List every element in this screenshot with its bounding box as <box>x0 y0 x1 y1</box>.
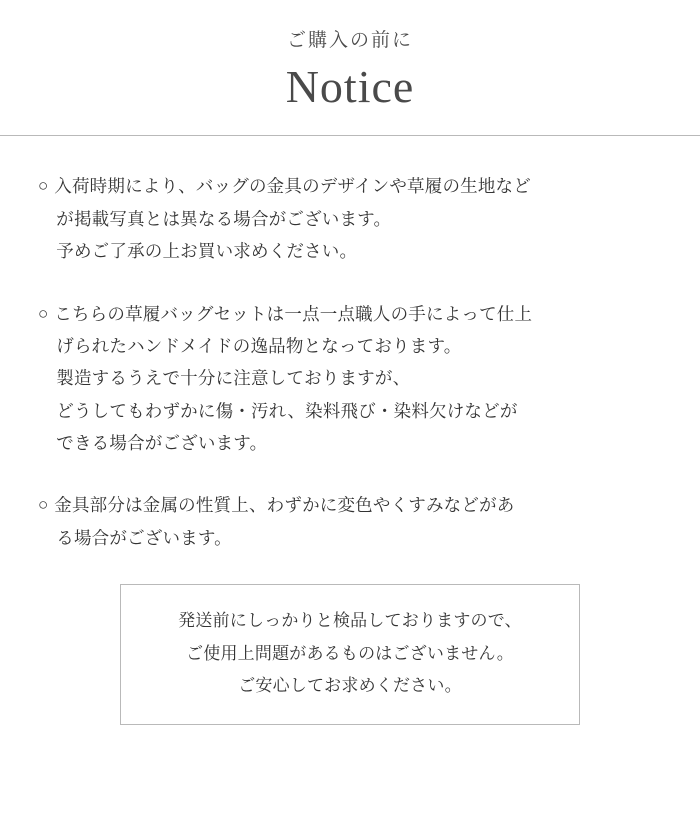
note-line: 製造するうえで十分に注意しておりますが、 <box>56 368 411 389</box>
page-subtitle: ご購入の前に <box>286 30 413 51</box>
note-line: げられたハンドメイドの逸品物となっております。 <box>56 335 462 356</box>
note-line: が掲載写真とは異なる場合がございます。 <box>56 208 392 229</box>
callout-line: ご使用上問題があるものはございません。 <box>186 643 514 663</box>
note-line: 予めご了承の上お買い求めください。 <box>56 241 358 262</box>
note-bullet-icon: ○ <box>38 303 49 323</box>
note-bullet-icon: ○ <box>38 176 49 196</box>
callout-line: 発送前にしっかりと検品しておりますので、 <box>178 611 522 631</box>
note-line: できる場合がございます。 <box>56 433 268 454</box>
callout-section <box>0 584 700 725</box>
notes-section <box>0 136 700 554</box>
note-item <box>38 170 662 267</box>
note-line: る場合がございます。 <box>56 527 232 548</box>
page-title: Notice <box>285 60 415 112</box>
note-text <box>54 170 662 267</box>
note-line: 金具部分は金属の性質上、わずかに変色やくすみなどがあ <box>54 495 515 516</box>
note-text <box>54 489 662 554</box>
note-line: どうしてもわずかに傷・汚れ、染料飛び・染料欠けなどが <box>56 400 518 421</box>
callout-line: ご安心してお求めください。 <box>238 675 462 695</box>
callout-box <box>120 584 580 725</box>
note-text <box>54 298 662 460</box>
note-bullet-icon: ○ <box>38 495 49 515</box>
note-item <box>38 298 662 460</box>
page-header <box>0 0 700 113</box>
note-item <box>38 489 662 554</box>
note-line: 入荷時期により、バッグの金具のデザインや草履の生地など <box>54 176 531 197</box>
note-line: こちらの草履バッグセットは一点一点職人の手によって仕上 <box>54 303 533 324</box>
